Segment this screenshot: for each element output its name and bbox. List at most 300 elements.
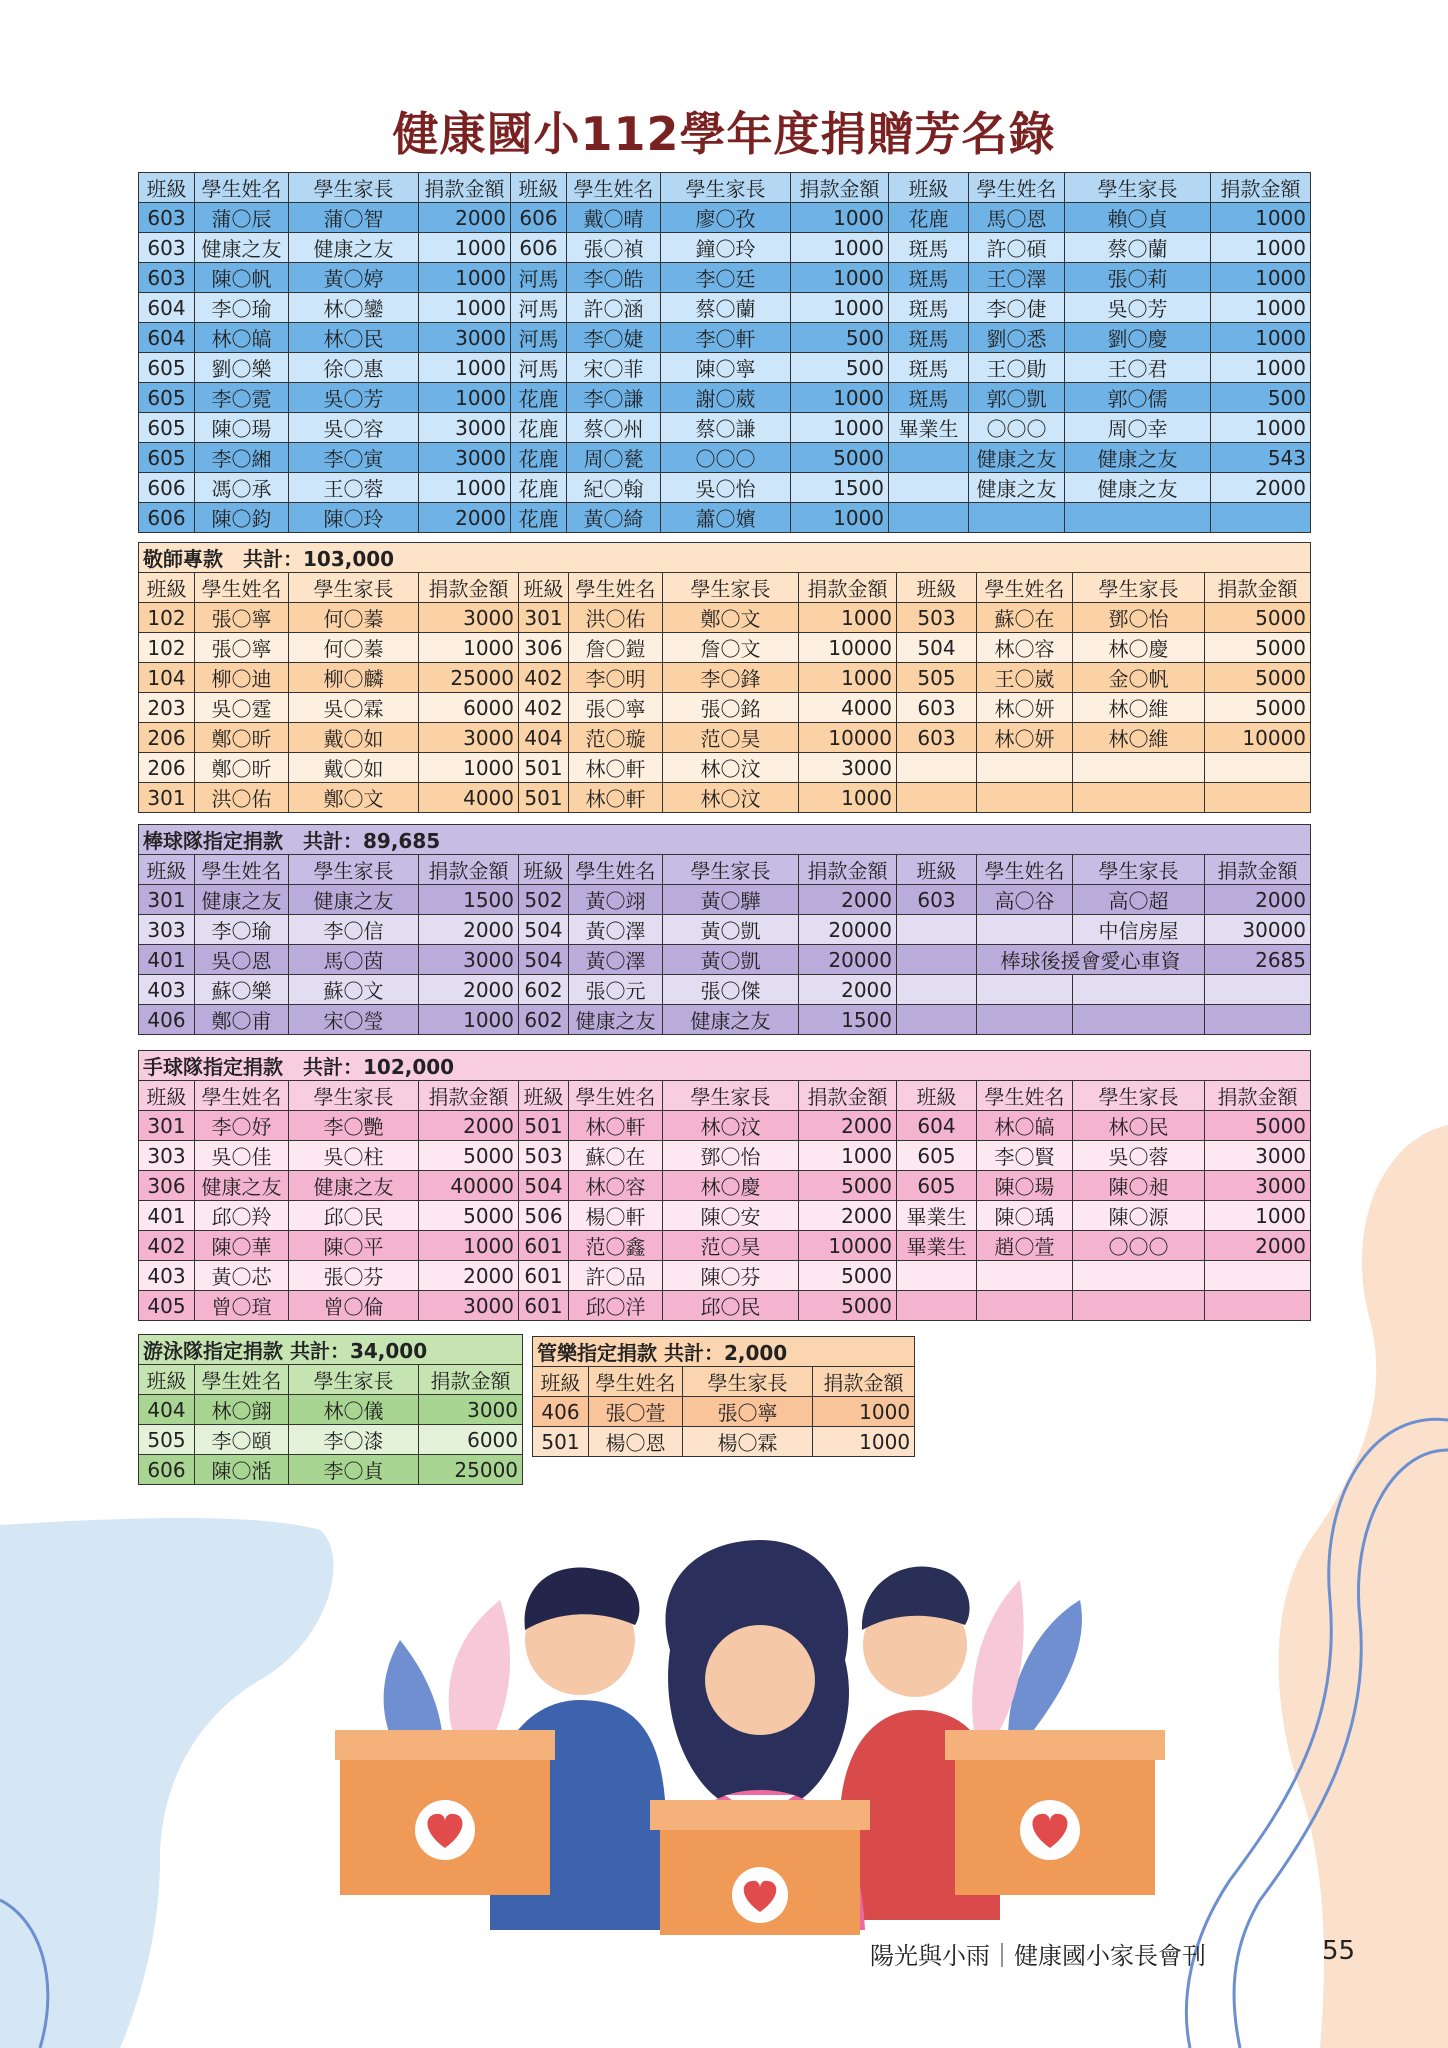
cell-parent: 徐〇惠 xyxy=(289,353,419,383)
cell-parent: 林〇鑾 xyxy=(289,293,419,323)
cell-parent: 蔡〇蘭 xyxy=(1065,233,1211,263)
col-amount: 捐款金額 xyxy=(1205,1081,1311,1111)
cell-amount: 1000 xyxy=(419,473,511,503)
col-parent: 學生家長 xyxy=(663,1081,799,1111)
cell-student: 宋〇菲 xyxy=(567,353,661,383)
cell-amount: 2000 xyxy=(419,975,519,1005)
cell-student: 郭〇凱 xyxy=(969,383,1065,413)
cell-class: 畢業生 xyxy=(897,1231,977,1261)
table-row xyxy=(139,503,1311,533)
cell-student: 李〇謙 xyxy=(567,383,661,413)
cell-amount: 2000 xyxy=(419,503,511,533)
cell-parent xyxy=(1073,1261,1205,1291)
cell-amount: 1000 xyxy=(1211,293,1311,323)
table-header-row xyxy=(139,173,1311,203)
cell-class: 502 xyxy=(519,885,569,915)
table-header-row xyxy=(139,1365,523,1395)
cell-parent: 郭〇儒 xyxy=(1065,383,1211,413)
table-row xyxy=(139,233,1311,263)
table-row xyxy=(139,945,1311,975)
cell-student: 蘇〇在 xyxy=(977,603,1073,633)
cell-student: 林〇軒 xyxy=(569,1111,663,1141)
cell-parent: 張〇傑 xyxy=(663,975,799,1005)
cell-student: 范〇鑫 xyxy=(569,1231,663,1261)
table-header-row xyxy=(139,573,1311,603)
col-amount: 捐款金額 xyxy=(813,1367,915,1397)
cell-amount: 2000 xyxy=(419,203,511,233)
cell-student: 許〇碩 xyxy=(969,233,1065,263)
cell-class: 505 xyxy=(139,1425,195,1455)
cell-class: 403 xyxy=(139,975,195,1005)
cell-class: 406 xyxy=(139,1005,195,1035)
cell-class: 301 xyxy=(519,603,569,633)
cell-student: 劉〇悉 xyxy=(969,323,1065,353)
cell-amount: 5000 xyxy=(1205,693,1311,723)
cell-class: 104 xyxy=(139,663,195,693)
cell-parent: 宋〇瑩 xyxy=(289,1005,419,1035)
cell-amount: 1000 xyxy=(419,353,511,383)
cell-student: 健康之友 xyxy=(969,473,1065,503)
cell-amount: 20000 xyxy=(799,915,897,945)
cell-amount: 1500 xyxy=(791,473,889,503)
cell-amount xyxy=(1205,1005,1311,1035)
cell-amount: 1000 xyxy=(1211,353,1311,383)
cell-parent: 王〇蓉 xyxy=(289,473,419,503)
col-class: 班級 xyxy=(139,855,195,885)
cell-amount: 1000 xyxy=(419,1005,519,1035)
cell-class: 303 xyxy=(139,1141,195,1171)
cell-class: 601 xyxy=(519,1291,569,1321)
cell-student xyxy=(977,975,1073,1005)
cell-parent: 陳〇平 xyxy=(289,1231,419,1261)
cell-student xyxy=(977,1005,1073,1035)
cell-parent: 〇〇〇 xyxy=(661,443,791,473)
cell-student: 吳〇霆 xyxy=(195,693,289,723)
table-row xyxy=(533,1397,915,1427)
cell-student: 曾〇瑄 xyxy=(195,1291,289,1321)
cell-student: 黃〇澤 xyxy=(569,915,663,945)
cell-parent: 健康之友 xyxy=(1065,443,1211,473)
cell-student: 柳〇迪 xyxy=(195,663,289,693)
cell-amount: 1000 xyxy=(791,203,889,233)
cell-student: 陳〇瑒 xyxy=(977,1171,1073,1201)
cell-parent: 謝〇葳 xyxy=(661,383,791,413)
cell-parent: 蔡〇謙 xyxy=(661,413,791,443)
col-amount: 捐款金額 xyxy=(419,173,511,203)
col-class: 班級 xyxy=(533,1367,589,1397)
cell-parent: 林〇慶 xyxy=(663,1171,799,1201)
cell-parent: 鄧〇怡 xyxy=(1073,603,1205,633)
col-parent: 學生家長 xyxy=(661,173,791,203)
cell-student: 蔡〇州 xyxy=(567,413,661,443)
cell-student: 周〇甆 xyxy=(567,443,661,473)
cell-parent: 陳〇玲 xyxy=(289,503,419,533)
cell-class: 306 xyxy=(519,633,569,663)
cell-class: 605 xyxy=(897,1171,977,1201)
cell-amount: 1000 xyxy=(799,603,897,633)
cell-amount: 1000 xyxy=(791,383,889,413)
cell-student: 林〇妍 xyxy=(977,693,1073,723)
cell-student: 戴〇晴 xyxy=(567,203,661,233)
col-student: 學生姓名 xyxy=(195,573,289,603)
cell-parent: 馬〇茵 xyxy=(289,945,419,975)
cell-parent xyxy=(1073,783,1205,813)
cell-amount: 1000 xyxy=(419,1231,519,1261)
cell-student: 李〇瑜 xyxy=(195,915,289,945)
cell-amount: 2000 xyxy=(419,915,519,945)
cell-student: 李〇明 xyxy=(569,663,663,693)
cell-parent: 林〇儀 xyxy=(289,1395,419,1425)
cell-parent: 黃〇驊 xyxy=(663,885,799,915)
cell-student: 李〇緗 xyxy=(195,443,289,473)
cell-parent: 李〇軒 xyxy=(661,323,791,353)
cell-amount xyxy=(1205,753,1311,783)
cell-class: 404 xyxy=(139,1395,195,1425)
cell-parent: 林〇民 xyxy=(289,323,419,353)
cell-parent xyxy=(1073,1005,1205,1035)
cell-student xyxy=(977,783,1073,813)
cell-parent: 林〇汶 xyxy=(663,1111,799,1141)
cell-parent xyxy=(1073,753,1205,783)
cell-student: 張〇元 xyxy=(569,975,663,1005)
cell-student: 鄭〇甫 xyxy=(195,1005,289,1035)
cell-amount: 1000 xyxy=(791,413,889,443)
cell-amount: 6000 xyxy=(419,1425,523,1455)
cell-class: 504 xyxy=(897,633,977,663)
cell-parent: 陳〇芬 xyxy=(663,1261,799,1291)
cell-student: 馬〇恩 xyxy=(969,203,1065,233)
cell-class xyxy=(897,1291,977,1321)
cell-student: 林〇容 xyxy=(569,1171,663,1201)
col-class: 班級 xyxy=(519,573,569,603)
cell-student: 蘇〇在 xyxy=(569,1141,663,1171)
col-amount: 捐款金額 xyxy=(1211,173,1311,203)
cell-class: 605 xyxy=(897,1141,977,1171)
cell-amount: 10000 xyxy=(799,1231,897,1261)
cell-student: 黃〇翊 xyxy=(569,885,663,915)
cell-student: 張〇寧 xyxy=(195,603,289,633)
cell-parent: 陳〇寧 xyxy=(661,353,791,383)
cell-amount: 2000 xyxy=(1205,1231,1311,1261)
table-row xyxy=(139,1261,1311,1291)
cell-class: 606 xyxy=(511,233,567,263)
col-student: 學生姓名 xyxy=(977,1081,1073,1111)
cell-parent: 李〇貞 xyxy=(289,1455,419,1485)
cell-amount: 4000 xyxy=(419,783,519,813)
table-row xyxy=(139,323,1311,353)
table-row xyxy=(139,1291,1311,1321)
col-class: 班級 xyxy=(897,573,977,603)
cell-class: 301 xyxy=(139,783,195,813)
table-row xyxy=(139,1005,1311,1035)
section-title: 手球隊指定捐款 共計：102,000 xyxy=(139,1051,1311,1081)
cell-class: 404 xyxy=(519,723,569,753)
cell-amount: 3000 xyxy=(799,753,897,783)
cell-class: 506 xyxy=(519,1201,569,1231)
cell-class: 602 xyxy=(519,1005,569,1035)
cell-student: 王〇澤 xyxy=(969,263,1065,293)
cell-parent: 健康之友 xyxy=(289,1171,419,1201)
cell-parent: 吳〇怡 xyxy=(661,473,791,503)
cell-class: 畢業生 xyxy=(889,413,969,443)
cell-class: 斑馬 xyxy=(889,353,969,383)
col-class: 班級 xyxy=(139,173,195,203)
cell-parent: 何〇蓁 xyxy=(289,603,419,633)
cell-parent: 吳〇柱 xyxy=(289,1141,419,1171)
cell-class xyxy=(897,1005,977,1035)
cell-parent xyxy=(1073,1291,1205,1321)
cell-amount: 500 xyxy=(1211,383,1311,413)
col-student: 學生姓名 xyxy=(195,1365,289,1395)
table-row xyxy=(139,603,1311,633)
cell-parent: 吳〇蓉 xyxy=(1073,1141,1205,1171)
cell-student: 〇〇〇 xyxy=(969,413,1065,443)
cell-student: 林〇皜 xyxy=(977,1111,1073,1141)
cell-parent: 劉〇慶 xyxy=(1065,323,1211,353)
table-row xyxy=(139,1425,523,1455)
col-amount: 捐款金額 xyxy=(419,1365,523,1395)
footer-text: 陽光與小雨｜健康國小家長會刊 xyxy=(870,1942,1206,1970)
cell-parent: 邱〇民 xyxy=(663,1291,799,1321)
cell-amount: 10000 xyxy=(799,723,897,753)
cell-parent: 林〇民 xyxy=(1073,1111,1205,1141)
section-title: 游泳隊指定捐款 共計：34,000 xyxy=(139,1335,523,1365)
table-row xyxy=(139,413,1311,443)
cell-parent: 吳〇芳 xyxy=(1065,293,1211,323)
cell-class: 601 xyxy=(519,1231,569,1261)
col-student: 學生姓名 xyxy=(589,1367,683,1397)
cell-class: 401 xyxy=(139,1201,195,1231)
col-student: 學生姓名 xyxy=(977,573,1073,603)
cell-student: 棒球後援會愛心車資 xyxy=(977,945,1205,975)
cell-parent: 張〇芬 xyxy=(289,1261,419,1291)
cell-parent: 詹〇文 xyxy=(663,633,799,663)
table-row xyxy=(139,353,1311,383)
col-student: 學生姓名 xyxy=(195,855,289,885)
cell-student: 健康之友 xyxy=(195,233,289,263)
cell-class: 603 xyxy=(139,233,195,263)
cell-class: 504 xyxy=(519,915,569,945)
cell-class: 花鹿 xyxy=(511,503,567,533)
cell-class: 102 xyxy=(139,633,195,663)
cell-amount xyxy=(1205,975,1311,1005)
cell-parent: 吳〇容 xyxy=(289,413,419,443)
cell-parent: 中信房屋 xyxy=(1073,915,1205,945)
col-student: 學生姓名 xyxy=(569,573,663,603)
cell-student: 吳〇佳 xyxy=(195,1141,289,1171)
cell-parent: 蔡〇蘭 xyxy=(661,293,791,323)
col-class: 班級 xyxy=(139,573,195,603)
col-parent: 學生家長 xyxy=(683,1367,813,1397)
cell-student: 李〇頤 xyxy=(195,1425,289,1455)
cell-amount: 10000 xyxy=(1205,723,1311,753)
cell-class: 604 xyxy=(139,293,195,323)
cell-student: 林〇軒 xyxy=(569,783,663,813)
cell-class: 花鹿 xyxy=(511,413,567,443)
cell-amount: 5000 xyxy=(799,1291,897,1321)
table-row xyxy=(139,293,1311,323)
cell-amount: 5000 xyxy=(1205,1111,1311,1141)
cell-student: 洪〇佑 xyxy=(569,603,663,633)
table-row xyxy=(139,263,1311,293)
cell-parent: 廖〇孜 xyxy=(661,203,791,233)
cell-parent: 陳〇安 xyxy=(663,1201,799,1231)
cell-class: 605 xyxy=(139,443,195,473)
cell-parent: 李〇信 xyxy=(289,915,419,945)
cell-student: 洪〇佑 xyxy=(195,783,289,813)
cell-student: 范〇璇 xyxy=(569,723,663,753)
cell-student: 高〇谷 xyxy=(977,885,1073,915)
col-amount: 捐款金額 xyxy=(791,173,889,203)
cell-amount: 5000 xyxy=(799,1171,897,1201)
col-parent: 學生家長 xyxy=(663,855,799,885)
cell-student: 林〇軒 xyxy=(569,753,663,783)
cell-amount: 3000 xyxy=(1205,1141,1311,1171)
table-row xyxy=(139,1201,1311,1231)
table-row xyxy=(139,1395,523,1425)
cell-class: 河馬 xyxy=(511,323,567,353)
cell-class xyxy=(897,915,977,945)
cell-amount: 40000 xyxy=(419,1171,519,1201)
cell-student: 鄭〇昕 xyxy=(195,723,289,753)
cell-class: 605 xyxy=(139,353,195,383)
cell-class: 605 xyxy=(139,413,195,443)
cell-parent: 張〇銘 xyxy=(663,693,799,723)
cell-amount: 1000 xyxy=(813,1397,915,1427)
cell-amount: 5000 xyxy=(419,1201,519,1231)
cell-student: 李〇倢 xyxy=(969,293,1065,323)
cell-class: 603 xyxy=(897,885,977,915)
cell-parent: 鄧〇怡 xyxy=(663,1141,799,1171)
cell-class: 604 xyxy=(897,1111,977,1141)
cell-amount xyxy=(1205,1291,1311,1321)
cell-parent: 林〇汶 xyxy=(663,753,799,783)
cell-parent: 健康之友 xyxy=(289,233,419,263)
cell-class: 402 xyxy=(139,1231,195,1261)
cell-amount: 543 xyxy=(1211,443,1311,473)
col-class: 班級 xyxy=(889,173,969,203)
col-class: 班級 xyxy=(139,1365,195,1395)
blue-blob-shape xyxy=(0,1518,334,2048)
col-parent: 學生家長 xyxy=(1073,855,1205,885)
cell-amount: 2000 xyxy=(419,1111,519,1141)
cell-student: 詹〇鎧 xyxy=(569,633,663,663)
cell-parent: 戴〇如 xyxy=(289,753,419,783)
table-row xyxy=(139,1141,1311,1171)
col-parent: 學生家長 xyxy=(289,573,419,603)
col-parent: 學生家長 xyxy=(289,1081,419,1111)
cell-class: 601 xyxy=(519,1261,569,1291)
cell-parent: 健康之友 xyxy=(1065,473,1211,503)
cell-student: 張〇寧 xyxy=(569,693,663,723)
cell-class: 401 xyxy=(139,945,195,975)
cell-student: 陳〇瑒 xyxy=(195,413,289,443)
cell-amount: 1000 xyxy=(1211,233,1311,263)
cell-student: 李〇瑜 xyxy=(195,293,289,323)
cell-parent: 李〇艷 xyxy=(289,1111,419,1141)
col-student: 學生姓名 xyxy=(569,855,663,885)
cell-amount: 1000 xyxy=(791,263,889,293)
cell-parent: 健康之友 xyxy=(663,1005,799,1035)
cell-student: 紀〇翰 xyxy=(567,473,661,503)
table-row xyxy=(139,723,1311,753)
col-student: 學生姓名 xyxy=(977,855,1073,885)
cell-class: 403 xyxy=(139,1261,195,1291)
cell-class: 畢業生 xyxy=(897,1201,977,1231)
cell-amount xyxy=(1211,503,1311,533)
cell-parent: 范〇昊 xyxy=(663,1231,799,1261)
cell-amount: 2000 xyxy=(799,1111,897,1141)
cell-student: 鄭〇昕 xyxy=(195,753,289,783)
cell-class: 花鹿 xyxy=(889,203,969,233)
cell-amount: 1000 xyxy=(799,783,897,813)
cell-amount: 2685 xyxy=(1205,945,1311,975)
cell-class: 花鹿 xyxy=(511,473,567,503)
cell-class: 501 xyxy=(519,753,569,783)
cell-class: 405 xyxy=(139,1291,195,1321)
col-amount: 捐款金額 xyxy=(799,573,897,603)
cell-class xyxy=(889,473,969,503)
cell-parent xyxy=(1065,503,1211,533)
cell-class: 203 xyxy=(139,693,195,723)
col-class: 班級 xyxy=(897,1081,977,1111)
cell-class: 504 xyxy=(519,1171,569,1201)
cell-parent: 林〇維 xyxy=(1073,693,1205,723)
col-parent: 學生家長 xyxy=(663,573,799,603)
cell-amount: 3000 xyxy=(419,413,511,443)
cell-class xyxy=(897,1261,977,1291)
cell-amount: 500 xyxy=(791,353,889,383)
cell-parent: 高〇超 xyxy=(1073,885,1205,915)
cell-class: 505 xyxy=(897,663,977,693)
cell-student xyxy=(969,503,1065,533)
cell-student: 陳〇瑀 xyxy=(977,1201,1073,1231)
cell-class: 501 xyxy=(533,1427,589,1457)
cell-student: 林〇妍 xyxy=(977,723,1073,753)
cell-class: 606 xyxy=(139,503,195,533)
cell-parent: 柳〇麟 xyxy=(289,663,419,693)
cell-student: 楊〇恩 xyxy=(589,1427,683,1457)
cell-amount: 5000 xyxy=(419,1141,519,1171)
cell-amount: 6000 xyxy=(419,693,519,723)
cell-parent: 吳〇霖 xyxy=(289,693,419,723)
col-amount: 捐款金額 xyxy=(419,1081,519,1111)
cell-class: 603 xyxy=(139,203,195,233)
cell-class: 206 xyxy=(139,723,195,753)
cell-class xyxy=(897,783,977,813)
cell-parent: 李〇漆 xyxy=(289,1425,419,1455)
col-parent: 學生家長 xyxy=(1073,573,1205,603)
cell-amount: 500 xyxy=(791,323,889,353)
cell-amount: 2000 xyxy=(799,1201,897,1231)
col-amount: 捐款金額 xyxy=(1205,855,1311,885)
col-parent: 學生家長 xyxy=(1065,173,1211,203)
cell-student: 李〇妤 xyxy=(195,1111,289,1141)
cell-parent: 鄭〇文 xyxy=(663,603,799,633)
cell-student: 黃〇澤 xyxy=(569,945,663,975)
cell-class xyxy=(897,975,977,1005)
cell-amount: 2000 xyxy=(1205,885,1311,915)
table-row xyxy=(139,975,1311,1005)
cell-class: 河馬 xyxy=(511,263,567,293)
cell-amount: 1000 xyxy=(419,233,511,263)
handball-donation-table xyxy=(138,1050,1311,1321)
cell-class: 406 xyxy=(533,1397,589,1427)
cell-amount: 25000 xyxy=(419,663,519,693)
cell-student xyxy=(977,753,1073,783)
cell-class: 603 xyxy=(897,723,977,753)
cell-amount: 1000 xyxy=(813,1427,915,1457)
